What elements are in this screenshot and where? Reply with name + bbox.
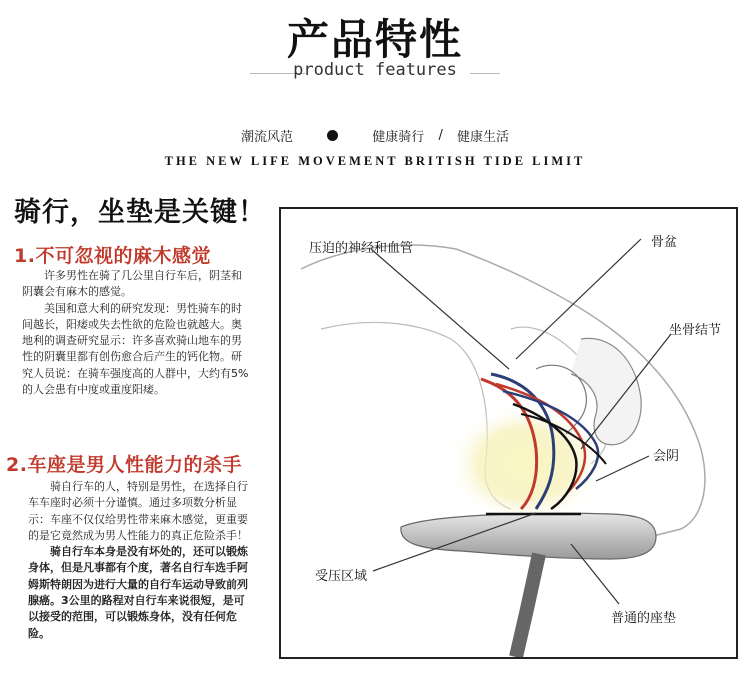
pressure-glow — [446, 404, 606, 524]
tagline-right: 健康生活 — [456, 130, 509, 145]
section2-body — [28, 479, 254, 642]
tagline — [0, 126, 750, 145]
label-seat: 普通的座垫 — [611, 611, 677, 626]
section1-paragraph: 美国和意大利的研究发现：男性骑车的时间越长，阳痿或失去性欲的危险也就越大。奥地利的调查研究显示：许多喜欢骑山地车的男性的阴囊里都有创伤愈合后产生的钙化物。研究人员说：在骑车强度高的人群中，大约有5%的人会患有中度或重度阳痿。 — [22, 301, 249, 397]
label-pressure-area: 受压区域 — [315, 569, 368, 584]
label-nerves: 压迫的神经和血管 — [309, 241, 414, 256]
section1-body — [22, 268, 252, 398]
english-slogan: THE NEW LIFE MOVEMENT BRITISH TIDE LIMIT — [164, 154, 586, 168]
label-pelvis: 骨盆 — [651, 235, 678, 250]
label-ischium: 坐骨结节 — [669, 323, 722, 338]
label-perineum: 会阴 — [653, 449, 680, 464]
seat-post — [516, 554, 539, 657]
anatomy-illustration — [281, 209, 736, 657]
seat-shape — [401, 513, 656, 559]
tagline-left: 潮流风范 — [241, 130, 294, 145]
headline: 骑行，坐垫是关键！ — [14, 197, 266, 228]
bullet-dot-icon — [327, 130, 338, 141]
section1-title: 1.不可忽视的麻木感觉 — [14, 245, 211, 267]
tagline-middle: 健康骑行 — [372, 130, 425, 145]
page-subtitle: product features — [293, 60, 457, 80]
section1-paragraph: 许多男性在骑了几公里自行车后，阴茎和阴囊会有麻木的感觉。 — [22, 269, 242, 299]
section2-title: 2.车座是男人性能力的杀手 — [6, 454, 242, 476]
tagline-separator: / — [438, 128, 443, 143]
section2-paragraph: 骑自行车本身是没有坏处的，还可以锻炼身体，但是凡事都有个度，著名自行车选手阿姆斯特朗因为进行大量的自行车运动导致前列腺癌。3公里的路程对自行车来说很短，是可以接受的范围，可以锻炼身体，没有任何危险。 — [28, 545, 248, 640]
page-title: 产品特性 — [286, 15, 463, 64]
section2-paragraph: 骑自行车的人，特别是男性，在选择自行车车座时必须十分谨慎。通过多项数分析显示：车座不仅仅给男性带来麻木感觉，更重要的是它竟然成为男人性能力的真正危险杀手！ — [28, 480, 248, 542]
anatomy-diagram — [279, 207, 738, 659]
